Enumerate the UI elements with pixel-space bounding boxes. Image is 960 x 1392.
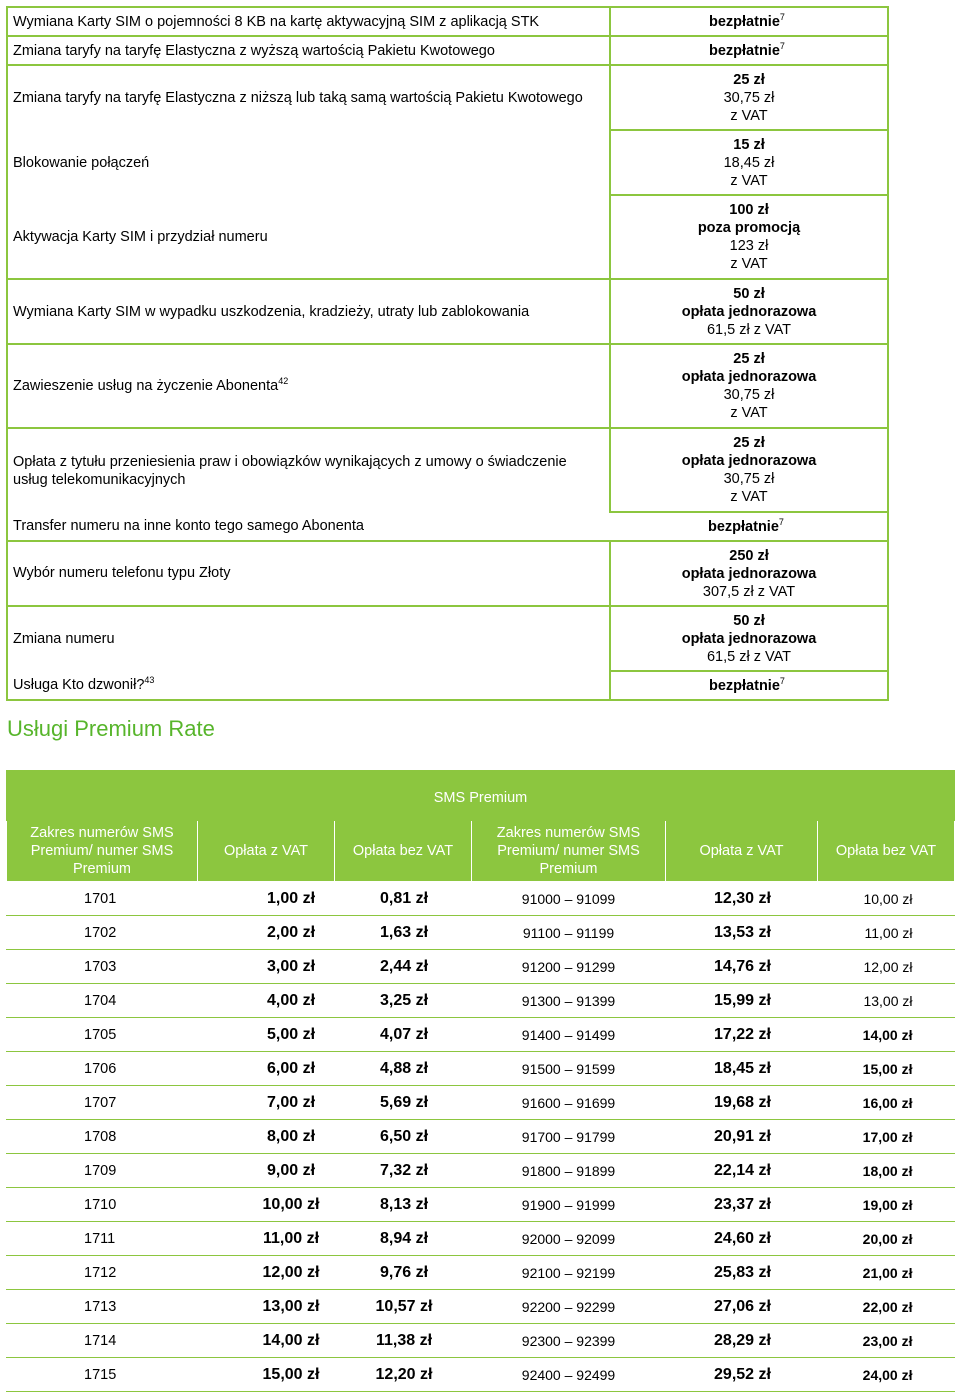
- fee-without-vat-cell: 3,25 zł: [335, 984, 472, 1018]
- fee-with-vat-cell: 4,00 zł: [198, 984, 335, 1018]
- fee-without-vat-cell: 12,00 zł: [818, 950, 955, 984]
- column-header: Zakres numerów SMS Premium/ numer SMS Premium: [472, 821, 666, 882]
- fee-without-vat-cell: 17,00 zł: [818, 1120, 955, 1154]
- fee-with-vat-cell: 8,00 zł: [198, 1120, 335, 1154]
- fee-with-vat-cell: 11,00 zł: [198, 1222, 335, 1256]
- service-description: Opłata z tytułu przeniesienia praw i obowiązków wynikających z umowy o świadczenie usług telekomunikacyjnych: [7, 428, 610, 512]
- fee-with-vat-cell: 12,30 zł: [666, 882, 818, 916]
- fee-with-vat-cell: 22,14 zł: [666, 1154, 818, 1188]
- service-price: 25 zł opłata jednorazowa 30,75 zł z VAT: [610, 344, 888, 428]
- service-price: 25 zł opłata jednorazowa 30,75 zł z VAT: [610, 428, 888, 512]
- fee-with-vat-cell: 25,83 zł: [666, 1256, 818, 1290]
- fee-without-vat-cell: 2,44 zł: [335, 950, 472, 984]
- services-price-table: [6, 6, 889, 701]
- column-header: Opłata z VAT: [198, 821, 335, 882]
- fee-with-vat-cell: 18,45 zł: [666, 1052, 818, 1086]
- service-row: [7, 36, 888, 65]
- number-range-cell: 91300 – 91399: [472, 984, 666, 1018]
- service-price: 25 zł 30,75 zł z VAT: [610, 65, 888, 130]
- service-description: Wybór numeru telefonu typu Złoty: [7, 541, 610, 606]
- service-description: Transfer numeru na inne konto tego samego Abonenta: [7, 512, 610, 541]
- fee-without-vat-cell: 8,94 zł: [335, 1222, 472, 1256]
- fee-with-vat-cell: 13,53 zł: [666, 916, 818, 950]
- service-price: bezpłatnie$^7$: [610, 36, 888, 65]
- service-price: bezpłatnie$^7$: [610, 671, 888, 700]
- number-range-cell: 91900 – 91999: [472, 1188, 666, 1222]
- table-row: [7, 1324, 955, 1358]
- fee-with-vat-cell: 27,06 zł: [666, 1290, 818, 1324]
- fee-without-vat-cell: 11,00 zł: [818, 916, 955, 950]
- fee-with-vat-cell: 28,29 zł: [666, 1324, 818, 1358]
- fee-without-vat-cell: 23,00 zł: [818, 1324, 955, 1358]
- premium-table-body: [7, 882, 955, 1392]
- fee-without-vat-cell: 4,88 zł: [335, 1052, 472, 1086]
- fee-with-vat-cell: 3,00 zł: [198, 950, 335, 984]
- service-description: Blokowanie połączeń: [7, 130, 610, 195]
- fee-without-vat-cell: 12,20 zł: [335, 1358, 472, 1392]
- column-header: Opłata bez VAT: [818, 821, 955, 882]
- fee-without-vat-cell: 8,13 zł: [335, 1188, 472, 1222]
- number-range-cell: 92000 – 92099: [472, 1222, 666, 1256]
- table-row: [7, 1290, 955, 1324]
- number-range-cell: 91500 – 91599: [472, 1052, 666, 1086]
- service-price: bezpłatnie$^7$: [610, 7, 888, 36]
- sms-number-cell: 1704: [7, 984, 198, 1018]
- table-row: [7, 984, 955, 1018]
- fee-without-vat-cell: 7,32 zł: [335, 1154, 472, 1188]
- sms-number-cell: 1712: [7, 1256, 198, 1290]
- service-description: Zawieszenie usług na życzenie Abonenta$^{42}$: [7, 344, 610, 428]
- fee-with-vat-cell: 7,00 zł: [198, 1086, 335, 1120]
- fee-with-vat-cell: 24,60 zł: [666, 1222, 818, 1256]
- table-row: [7, 1052, 955, 1086]
- fee-without-vat-cell: 11,38 zł: [335, 1324, 472, 1358]
- service-row: [7, 671, 888, 700]
- service-row: [7, 65, 888, 130]
- service-row: [7, 344, 888, 428]
- table-row: [7, 1120, 955, 1154]
- number-range-cell: 92300 – 92399: [472, 1324, 666, 1358]
- fee-without-vat-cell: 16,00 zł: [818, 1086, 955, 1120]
- column-header: Zakres numerów SMS Premium/ numer SMS Premium: [7, 821, 198, 882]
- premium-rate-heading: Usługi Premium Rate: [7, 716, 215, 741]
- service-price: 250 zł opłata jednorazowa 307,5 zł z VAT: [610, 541, 888, 606]
- service-description: Zmiana numeru: [7, 606, 610, 671]
- fee-without-vat-cell: 10,00 zł: [818, 882, 955, 916]
- number-range-cell: 91800 – 91899: [472, 1154, 666, 1188]
- sms-number-cell: 1708: [7, 1120, 198, 1154]
- fee-with-vat-cell: 15,99 zł: [666, 984, 818, 1018]
- table-row: [7, 882, 955, 916]
- fee-without-vat-cell: 6,50 zł: [335, 1120, 472, 1154]
- service-description: Zmiana taryfy na taryfę Elastyczna z niższą lub taką samą wartością Pakietu Kwotowego: [7, 65, 610, 130]
- column-header: Opłata bez VAT: [335, 821, 472, 882]
- table-row: [7, 1086, 955, 1120]
- fee-without-vat-cell: 9,76 zł: [335, 1256, 472, 1290]
- sms-number-cell: 1705: [7, 1018, 198, 1052]
- fee-without-vat-cell: 20,00 zł: [818, 1222, 955, 1256]
- service-price: 15 zł 18,45 zł z VAT: [610, 130, 888, 195]
- sms-number-cell: 1703: [7, 950, 198, 984]
- fee-with-vat-cell: 12,00 zł: [198, 1256, 335, 1290]
- number-range-cell: 91000 – 91099: [472, 882, 666, 916]
- fee-with-vat-cell: 2,00 zł: [198, 916, 335, 950]
- service-price: 100 zł poza promocją 123 zł z VAT: [610, 195, 888, 279]
- fee-without-vat-cell: 14,00 zł: [818, 1018, 955, 1052]
- fee-without-vat-cell: 10,57 zł: [335, 1290, 472, 1324]
- service-price: 50 zł opłata jednorazowa 61,5 zł z VAT: [610, 606, 888, 671]
- service-description: Zmiana taryfy na taryfę Elastyczna z wyższą wartością Pakietu Kwotowego: [7, 36, 610, 65]
- sms-premium-table: [6, 770, 955, 1392]
- table-row: [7, 950, 955, 984]
- number-range-cell: 91200 – 91299: [472, 950, 666, 984]
- service-description: Wymiana Karty SIM w wypadku uszkodzenia, kradzieży, utraty lub zablokowania: [7, 279, 610, 344]
- table-row: [7, 1222, 955, 1256]
- table-row: [7, 1256, 955, 1290]
- column-header: Opłata z VAT: [666, 821, 818, 882]
- sms-number-cell: 1707: [7, 1086, 198, 1120]
- number-range-cell: 91400 – 91499: [472, 1018, 666, 1052]
- service-row: [7, 130, 888, 195]
- fee-with-vat-cell: 17,22 zł: [666, 1018, 818, 1052]
- fee-without-vat-cell: 19,00 zł: [818, 1188, 955, 1222]
- service-row: [7, 7, 888, 36]
- number-range-cell: 92100 – 92199: [472, 1256, 666, 1290]
- fee-without-vat-cell: 5,69 zł: [335, 1086, 472, 1120]
- sms-number-cell: 1701: [7, 882, 198, 916]
- service-price: bezpłatnie$^7$: [610, 512, 888, 541]
- fee-with-vat-cell: 23,37 zł: [666, 1188, 818, 1222]
- service-row: [7, 541, 888, 606]
- service-row: [7, 279, 888, 344]
- fee-without-vat-cell: 22,00 zł: [818, 1290, 955, 1324]
- service-row: [7, 606, 888, 671]
- fee-with-vat-cell: 1,00 zł: [198, 882, 335, 916]
- fee-without-vat-cell: 21,00 zł: [818, 1256, 955, 1290]
- number-range-cell: 92200 – 92299: [472, 1290, 666, 1324]
- fee-with-vat-cell: 9,00 zł: [198, 1154, 335, 1188]
- fee-with-vat-cell: 19,68 zł: [666, 1086, 818, 1120]
- fee-with-vat-cell: 10,00 zł: [198, 1188, 335, 1222]
- service-row: [7, 428, 888, 512]
- service-row: [7, 195, 888, 279]
- fee-without-vat-cell: 4,07 zł: [335, 1018, 472, 1052]
- fee-with-vat-cell: 29,52 zł: [666, 1358, 818, 1392]
- service-description: Aktywacja Karty SIM i przydział numeru: [7, 195, 610, 279]
- number-range-cell: 91700 – 91799: [472, 1120, 666, 1154]
- fee-with-vat-cell: 14,76 zł: [666, 950, 818, 984]
- table-row: [7, 1154, 955, 1188]
- number-range-cell: 91600 – 91699: [472, 1086, 666, 1120]
- sms-number-cell: 1710: [7, 1188, 198, 1222]
- fee-with-vat-cell: 5,00 zł: [198, 1018, 335, 1052]
- fee-with-vat-cell: 20,91 zł: [666, 1120, 818, 1154]
- number-range-cell: 91100 – 91199: [472, 916, 666, 950]
- fee-without-vat-cell: 24,00 zł: [818, 1358, 955, 1392]
- service-description: Wymiana Karty SIM o pojemności 8 KB na kartę aktywacyjną SIM z aplikacją STK: [7, 7, 610, 36]
- service-description: Usługa Kto dzwonił?$^{43}$: [7, 671, 610, 700]
- table-title: SMS Premium: [7, 771, 955, 821]
- fee-with-vat-cell: 13,00 zł: [198, 1290, 335, 1324]
- fee-with-vat-cell: 15,00 zł: [198, 1358, 335, 1392]
- fee-with-vat-cell: 14,00 zł: [198, 1324, 335, 1358]
- table-row: [7, 1188, 955, 1222]
- fee-without-vat-cell: 15,00 zł: [818, 1052, 955, 1086]
- service-price: 50 zł opłata jednorazowa 61,5 zł z VAT: [610, 279, 888, 344]
- sms-number-cell: 1714: [7, 1324, 198, 1358]
- sms-number-cell: 1709: [7, 1154, 198, 1188]
- sms-number-cell: 1702: [7, 916, 198, 950]
- sms-number-cell: 1713: [7, 1290, 198, 1324]
- number-range-cell: 92400 – 92499: [472, 1358, 666, 1392]
- sms-number-cell: 1711: [7, 1222, 198, 1256]
- fee-without-vat-cell: 0,81 zł: [335, 882, 472, 916]
- sms-number-cell: 1706: [7, 1052, 198, 1086]
- fee-without-vat-cell: 13,00 zł: [818, 984, 955, 1018]
- table-row: [7, 1018, 955, 1052]
- service-row: [7, 512, 888, 541]
- fee-without-vat-cell: 18,00 zł: [818, 1154, 955, 1188]
- table-row: [7, 916, 955, 950]
- fee-with-vat-cell: 6,00 zł: [198, 1052, 335, 1086]
- fee-without-vat-cell: 1,63 zł: [335, 916, 472, 950]
- table-row: [7, 1358, 955, 1392]
- sms-number-cell: 1715: [7, 1358, 198, 1392]
